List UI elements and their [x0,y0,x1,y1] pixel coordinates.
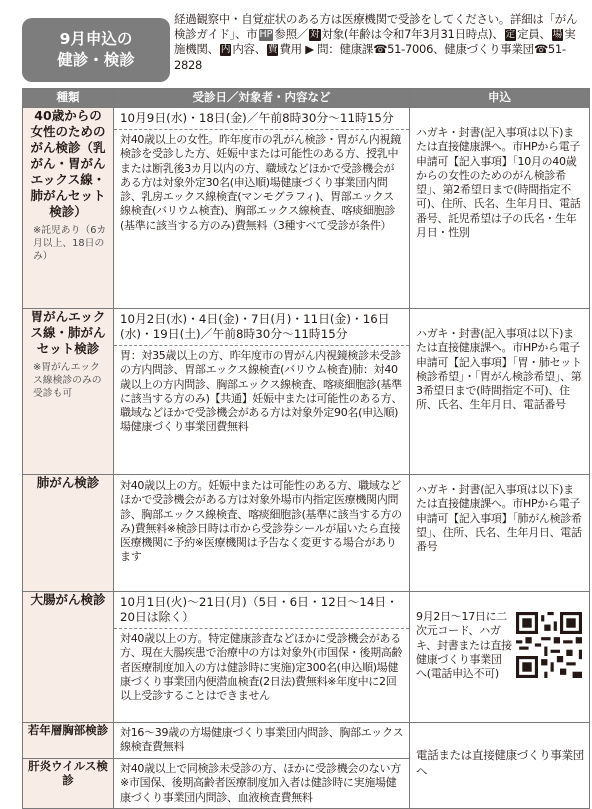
apply-text: ハガキ・封書(記入事項は以下)または直接健康課へ。市HPから電子申請可【記入事項】「肺がん検診希望」、住所、氏名、生年月日、電話番号 [416,483,582,554]
header [0,0,592,88]
table-row [23,592,590,723]
intro-part: 費用 ▶ 問：健康課☎51-7006、健康づくり事業団☎51-2828 [174,42,566,72]
apply-text: 電話または直接健康づくり事業団へ [416,748,584,779]
apply-cell [410,723,590,809]
kind-cell [23,592,114,723]
kind-note: ※胃がんエックス線検診のみの受診も可 [33,362,102,399]
qr-code-icon[interactable] [516,612,582,678]
exam-detail: 対40歳以上の女性。昨年度市の乳がん検診・胃がん内視鏡検診を受診した方、妊娠中または可能性のある方、授乳中または断乳後3カ月以内の方、職域などほかで受診機会がある方は対象外定30名(申込順)場健康づくり事業団内問診、乳房エックス線検査(マンモグラフィ)、胃部エックス線検査(バリウム検査)、胸部エックス線検査、喀痰細胞診(基準に該当する方のみ)費無料（3種すべて受診が条件） [120,133,401,232]
column-header-date: 受診日／対象者・内容など [114,89,410,108]
intro-part: 経過観察中・自覚症状のある方は医療機関で受診をしてください。詳細は「がん検診ガイド」、市 [174,12,578,42]
exam-detail: 胃：対35歳以上の方、昨年度市の胃がん内視鏡検診未受診の方内問診、胃部エックス線検査(バリウム検査)肺：対40歳以上の方内問診、胸部エックス線検査、喀痰細胞診(基準に該当する方のみ)【共通】妊娠中または可能性のある方、職域などほかで受診機会がある方は対象外定90名(申込順)場健康づくり事業団費無料 [120,349,403,434]
table-row [23,723,590,759]
target-mark: 対 [310,29,320,41]
section-title-line2: 健診・検診 [57,51,135,69]
kind-name: 若年層胸部検診 [27,723,109,737]
kind-name: 肝炎ウイルス検診 [28,759,108,787]
table-row [23,108,590,309]
intro-part: 定員、 [517,27,551,42]
kind-note: ※託児あり（6カ月以上、18日のみ） [33,225,107,262]
intro-part: 実施機関、 [174,27,576,57]
kind-cell [23,759,114,809]
exam-date: 10月2日(水)・4日(金)・7日(月)・11日(金)・16日(水)・19日(土)／午前8時30分～11時15分 [114,309,409,346]
kind-cell [23,108,114,309]
table-row [23,309,590,475]
detail-cell [114,759,410,809]
fee-mark: 費 [267,44,278,56]
apply-cell [410,309,590,475]
column-header-kind: 種類 [23,89,114,108]
apply-cell [410,475,590,592]
detail-cell [114,475,410,592]
kind-cell [23,723,114,759]
capacity-mark: 定 [505,29,516,41]
exam-date: 10月9日(水)・18日(金)／午前8時30分～11時15分 [114,108,409,130]
kind-cell [23,309,114,475]
exam-detail: 対40歳以上で同検診未受診の方、ほかに受診機会のない方※市国保、後期高齢者医療制度加入者は健診時に実施場健康づくり事業団内問診、血液検査費無料 [120,762,401,804]
exam-detail: 対40歳以上の方。妊娠中または可能性のある方、職域などほかで受診機会がある方は対象外場市内指定医療機関内問診、胸部エックス線検査、喀痰細胞診(基準に該当する方のみ)費無料※検診日時は市から受診券シールが届いたら直接医療機関に予約※医療機関は予告なく変更する場合があります [120,479,402,564]
kind-name: 40歳からの女性のためのがん検診（乳がん・胃がんエックス線・肺がんセット検診） [30,108,106,219]
screening-table [22,88,590,809]
intro-part: 対象(年齢は令和7年3月31日時点)、 [321,27,504,42]
exam-date: 10月1日(火)～21日(月)（5日・6日・12日～14日・20日は除く） [114,592,409,629]
venue-mark: 場 [552,29,563,41]
apply-cell [410,108,590,309]
detail-cell [114,108,410,309]
apply-cell [410,592,590,723]
kind-name: 胃がんエックス線・肺がんセット検診 [30,309,106,356]
intro-part: 内容、 [232,42,266,57]
section-title-box [22,18,170,82]
detail-cell [114,723,410,759]
column-header-apply: 申込 [410,89,590,108]
kind-name: 肺がん検診 [36,475,100,490]
apply-text: ハガキ・封書(記入事項は以下)または直接健康課へ。市HPから電子申請可【記入事項】「胃・肺セット検診希望」・「胃がん検診希望」、第3希望日まで(時間指定不可)、住所、氏名、生年月日、電話番号 [416,327,582,412]
apply-text: ハガキ・封書(記入事項は以下)または直接健康課へ。市HPから電子申請可【記入事項】「10月の40歳からの女性のためのがん検診希望」、第2希望日まで(時間指定不可)、住所、氏名、生年月日、電話番号、託児希望は子の氏名・生年月日・性別 [416,126,581,240]
detail-cell [114,592,410,723]
apply-text: 9月2日～17日に二次元コード、ハガキ、封書または直接健康づくり事業団へ(電話申込不可) [416,610,512,681]
exam-detail: 対40歳以上の方。特定健康診査などほかに受診機会がある方、現在大腸疾患で治療中の方は対象外(市国保・後期高齢者医療制度加入の方は健診時に実施)定300名(申込順)場健康づくり事業団内便潜血検査(2日法)費無料※年度中に2回以上受診することはできません [120,632,403,703]
table-row [23,475,590,592]
detail-cell [114,309,410,475]
section-title-line1: 9月申込の [59,30,133,48]
intro-part: 参照／ [274,27,308,42]
content-mark: 内 [220,44,231,56]
apply-cell-inner [410,592,589,685]
exam-detail: 対16～39歳の方場健康づくり事業団内問診、胸部エックス線検査費無料 [120,726,404,754]
kind-cell [23,475,114,592]
intro-text [174,12,586,73]
kind-name: 大腸がん検診 [30,592,106,607]
hp-mark: HP [259,29,273,41]
